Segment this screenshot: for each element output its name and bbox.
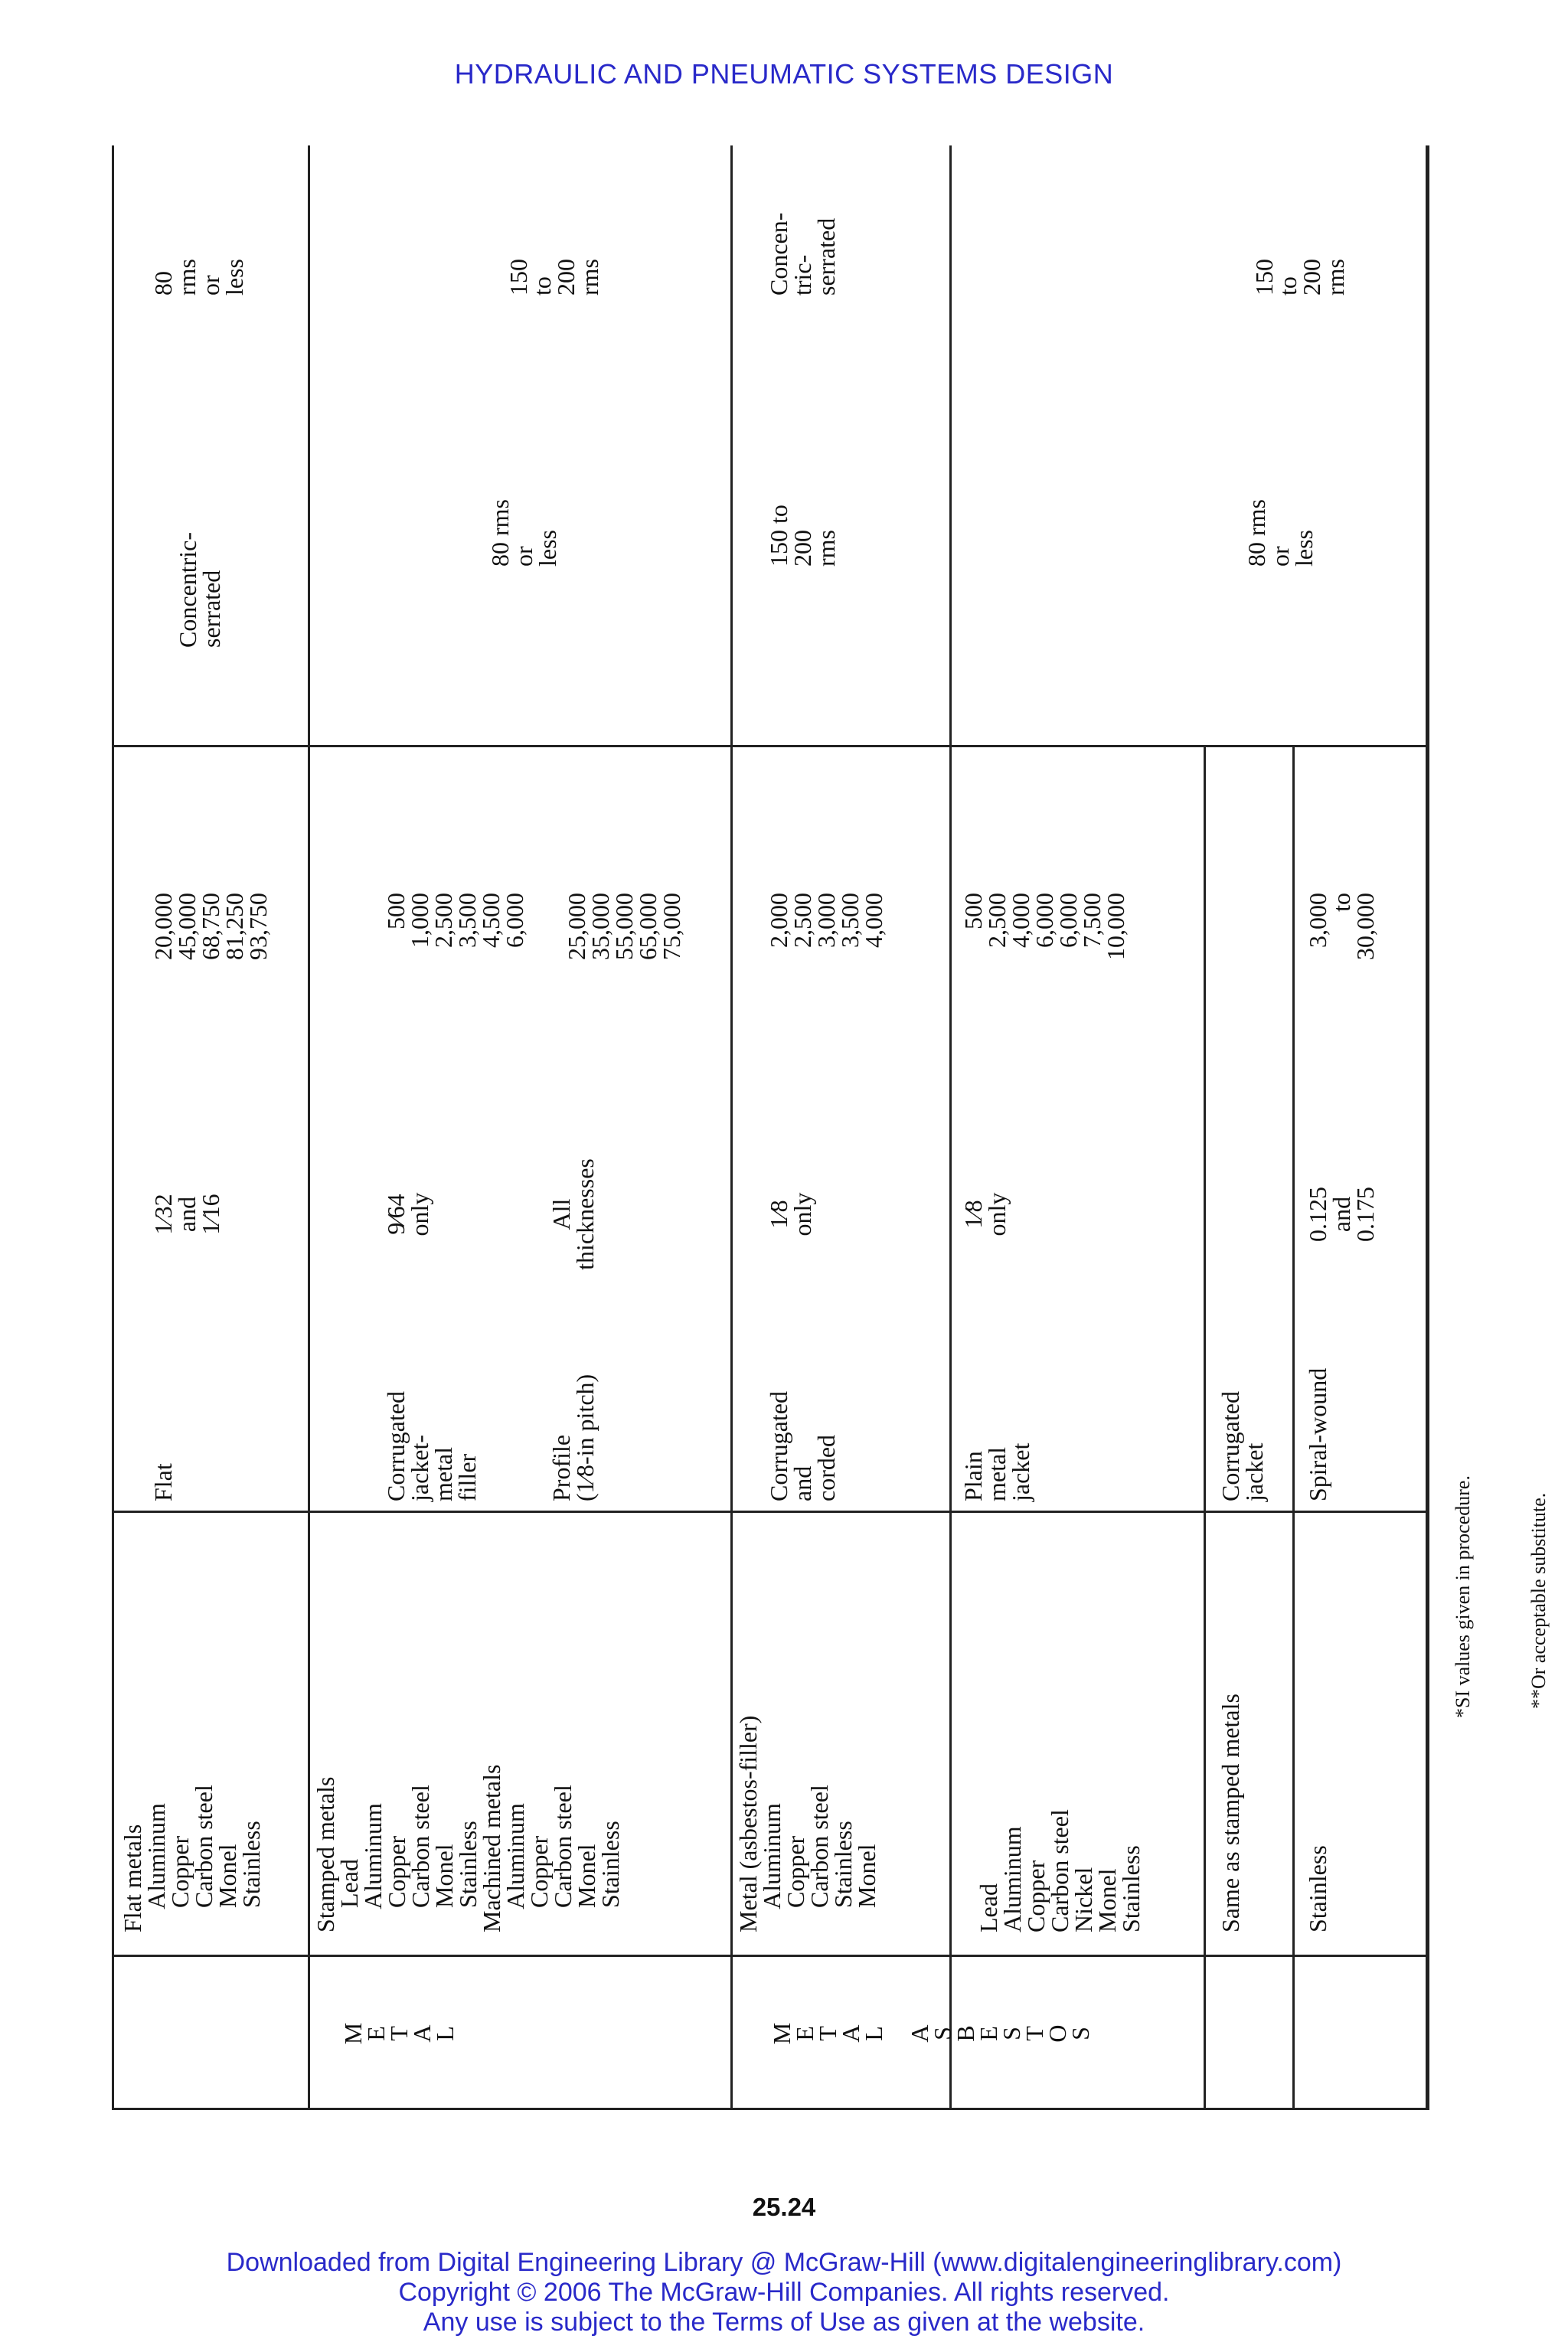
row6-values: 3,000 to 30,000 bbox=[1304, 893, 1379, 960]
row1-thickness: 1⁄32 and 1⁄16 bbox=[149, 1194, 224, 1235]
row-rule-2 bbox=[730, 145, 733, 2110]
download-notice-line-1[interactable]: Downloaded from Digital Engineering Library @ McGraw-Hill (www.digitalengineeringlibrary.com) bbox=[226, 2248, 1342, 2277]
row4-type: Plain metal jacket bbox=[959, 1442, 1034, 1501]
running-header: HYDRAULIC AND PNEUMATIC SYSTEMS DESIGN bbox=[454, 58, 1114, 90]
row1-materials: Flat metals Aluminum Copper Carbon steel Monel Stainless bbox=[119, 1785, 265, 1932]
row4-thickness: 1⁄8 only bbox=[959, 1192, 1011, 1236]
row5-type: Corrugated jacket bbox=[1217, 1391, 1268, 1501]
row1-values: 20,000 45,000 68,750 81,250 93,750 bbox=[149, 893, 272, 960]
download-notice-line-2: Copyright © 2006 The McGraw-Hill Companies. All rights reserved. bbox=[398, 2278, 1170, 2307]
download-notice bbox=[0, 2248, 1568, 2337]
row4-finish-b: 150 to 200 rms bbox=[1250, 259, 1349, 296]
row-rule-5 bbox=[1292, 747, 1295, 2110]
gasket-table bbox=[112, 145, 1429, 2110]
group-label-metal-asbestos: M E T A L A S B E S T O S bbox=[768, 2022, 1094, 2045]
row2-finish-a: 80 rms or less bbox=[486, 499, 561, 567]
row2-thickness-a: 9⁄64 only bbox=[382, 1192, 433, 1236]
row2-finish-b: 150 to 200 rms bbox=[505, 259, 603, 296]
row3-thickness: 1⁄8 only bbox=[765, 1192, 816, 1236]
row5-materials: Same as stamped metals bbox=[1217, 1694, 1244, 1932]
page-number: 25.24 bbox=[752, 2193, 816, 2221]
row6-materials: Stainless bbox=[1304, 1845, 1331, 1932]
row-rule-4 bbox=[1204, 747, 1206, 2110]
row3-materials: Metal (asbestos-filler) Aluminum Copper Carbon steel Stainless Monel bbox=[734, 1715, 880, 1932]
row1-type: Flat bbox=[149, 1463, 177, 1501]
row2-type-corrugated: Corrugated jacket- metal filler bbox=[382, 1391, 481, 1501]
row3-values: 2,000 2,500 3,000 3,500 4,000 bbox=[765, 893, 887, 948]
table-bottom-rule bbox=[1426, 145, 1429, 2110]
row3-type: Corrugated and corded bbox=[765, 1391, 840, 1501]
row3-finish-a: 150 to 200 rms bbox=[765, 505, 840, 567]
row4-values: 500 2,500 4,000 6,000 6,000 7,500 10,000 bbox=[959, 893, 1129, 960]
row-rule-1 bbox=[308, 145, 310, 2110]
row2-type-profile: Profile (1⁄8-in pitch) bbox=[547, 1374, 599, 1501]
row6-thickness: 0.125 and 0.175 bbox=[1304, 1187, 1379, 1242]
col-rule-4 bbox=[112, 745, 1426, 747]
row2-thickness-b: All thicknesses bbox=[547, 1158, 599, 1270]
row2-values-a: 500 1,000 2,500 3,500 4,500 6,000 bbox=[382, 893, 528, 948]
row3-finish-b: Concen- tric- serrated bbox=[765, 212, 840, 296]
footnote-substitute: **Or acceptable substitute. bbox=[1527, 1492, 1550, 1709]
row2-materials: Stamped metals Lead Aluminum Copper Carbon steel Monel Stainless Machined metals Aluminum Copper Carbon steel Monel Stainless bbox=[312, 1764, 624, 1932]
group-label-metal: M E T A L bbox=[339, 2022, 459, 2045]
table-top-rule bbox=[112, 145, 114, 2110]
col-rule-3 bbox=[112, 1511, 1426, 1513]
row1-finish-b: 80 rms or less bbox=[149, 259, 248, 296]
row4-materials: Lead Aluminum Copper Carbon steel Nickel Monel Stainless bbox=[975, 1809, 1145, 1932]
download-notice-line-3: Any use is subject to the Terms of Use as given at the website. bbox=[423, 2308, 1145, 2337]
footnotes bbox=[1400, 1475, 1568, 1718]
col-rule-2 bbox=[112, 1955, 1426, 1957]
col-rule-1 bbox=[112, 2108, 1426, 2110]
footnote-si: *SI values given in procedure. bbox=[1452, 1475, 1474, 1718]
row-rule-3 bbox=[949, 145, 952, 2110]
row2-values-b: 25,000 35,000 55,000 65,000 75,000 bbox=[563, 893, 685, 960]
row4-finish-a: 80 rms or less bbox=[1243, 499, 1318, 567]
row6-type: Spiral-wound bbox=[1304, 1367, 1331, 1501]
row1-finish-a: Concentric- serrated bbox=[174, 531, 225, 648]
